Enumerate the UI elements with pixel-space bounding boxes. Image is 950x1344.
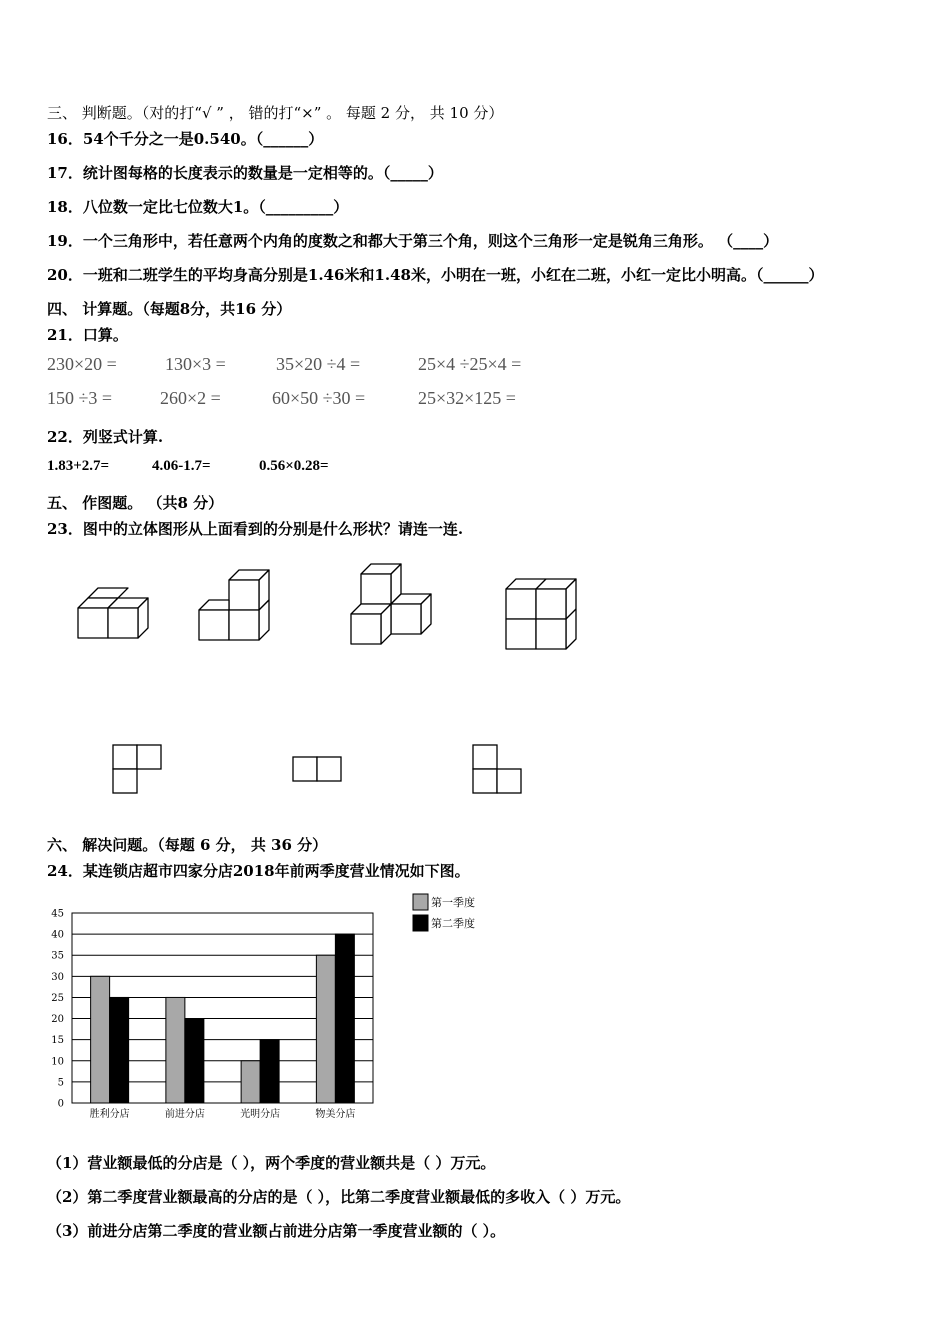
calc-item: 25×32×125 =: [418, 388, 516, 408]
bar: [166, 997, 185, 1103]
subquestion-2: （2）第二季度营业额最高的分店的是（ ），比第二季度营业额最低的多收入（ ）万元。: [47, 1188, 631, 1206]
bar: [185, 1019, 204, 1103]
question-16: 16．54个千分之一是0.540。（______）: [47, 130, 324, 148]
solid-shape-2: [199, 570, 269, 640]
top-view-3: [473, 745, 521, 793]
question-21: 21．口算。: [47, 326, 128, 344]
bar: [91, 976, 110, 1103]
question-19: 19．一个三角形中，若任意两个内角的度数之和都大于第三个角，则这个三角形一定是锐角三角形。 （____）: [47, 232, 779, 250]
question-24: 24．某连锁店超市四家分店2018年前两季度营业情况如下图。: [47, 862, 470, 880]
legend-label: 第二季度: [431, 917, 475, 930]
y-tick-label: 10: [51, 1056, 64, 1068]
bar-chart: [0, 890, 500, 1130]
y-tick-label: 20: [51, 1014, 64, 1026]
y-tick-label: 45: [51, 908, 64, 920]
calc-item: 230×20 =: [47, 354, 117, 374]
solid-shape-3: [351, 564, 431, 644]
bar: [335, 934, 354, 1103]
x-tick-label: 胜利分店: [89, 1109, 130, 1120]
section5-header: 五、 作图题。 （共8 分）: [47, 494, 224, 512]
section4-header: 四、 计算题。（每题8分，共16 分）: [47, 300, 292, 318]
solid-figures: [0, 550, 620, 660]
calc-item: 260×2 =: [160, 388, 221, 408]
legend-swatch: [413, 915, 428, 931]
section3-header: 三、 判断题。（对的打“√ ” ， 错的打“×” 。 每题 2 分， 共 10 分）: [47, 104, 504, 122]
legend-swatch: [413, 894, 428, 910]
question-18: 18．八位数一定比七位数大1。（_________）: [47, 198, 349, 216]
y-tick-label: 5: [57, 1077, 64, 1089]
vertical-calc-item: 1.83+2.7=: [47, 458, 110, 474]
y-tick-label: 25: [51, 992, 64, 1004]
bar: [260, 1040, 279, 1103]
top-views: [0, 740, 620, 800]
section6-header: 六、 解决问题。（每题 6 分， 共 36 分）: [47, 836, 328, 854]
subquestion-3: （3）前进分店第二季度的营业额占前进分店第一季度营业额的（ ）。: [47, 1222, 506, 1240]
y-tick-label: 15: [51, 1035, 64, 1047]
bar: [316, 955, 335, 1103]
calc-item: 35×20 ÷4 =: [276, 354, 361, 374]
x-tick-label: 前进分店: [164, 1109, 205, 1120]
vertical-calc-item: 0.56×0.28=: [259, 458, 329, 474]
calc-item: 60×50 ÷30 =: [272, 388, 366, 408]
question-17: 17．统计图每格的长度表示的数量是一定相等的。（_____）: [47, 164, 443, 182]
y-tick-label: 0: [57, 1098, 64, 1110]
calc-item: 25×4 ÷25×4 =: [418, 354, 522, 374]
solid-shape-4: [506, 579, 576, 649]
y-tick-label: 40: [51, 929, 64, 941]
calc-item: 150 ÷3 =: [47, 388, 113, 408]
legend-label: 第一季度: [431, 896, 475, 909]
bar: [241, 1061, 260, 1103]
question-20: 20．一班和二班学生的平均身高分别是1.46米和1.48米，小明在一班，小红在二班，小红一定比小明高。（______）: [47, 266, 824, 284]
top-view-1: [113, 745, 161, 793]
vertical-calc-item: 4.06-1.7=: [152, 458, 211, 474]
y-tick-label: 35: [51, 950, 64, 962]
question-23: 23．图中的立体图形从上面看到的分别是什么形状？请连一连.: [47, 520, 464, 538]
question-22: 22．列竖式计算.: [47, 428, 164, 446]
top-view-2: [293, 757, 341, 781]
solid-shape-1: [78, 588, 148, 638]
calc-item: 130×3 =: [165, 354, 226, 374]
x-tick-label: 光明分店: [240, 1109, 281, 1120]
y-tick-label: 30: [51, 971, 64, 983]
x-tick-label: 物美分店: [315, 1109, 356, 1120]
bar: [110, 997, 129, 1103]
subquestion-1: （1）营业额最低的分店是（ ），两个季度的营业额共是（ ）万元。: [47, 1154, 496, 1172]
